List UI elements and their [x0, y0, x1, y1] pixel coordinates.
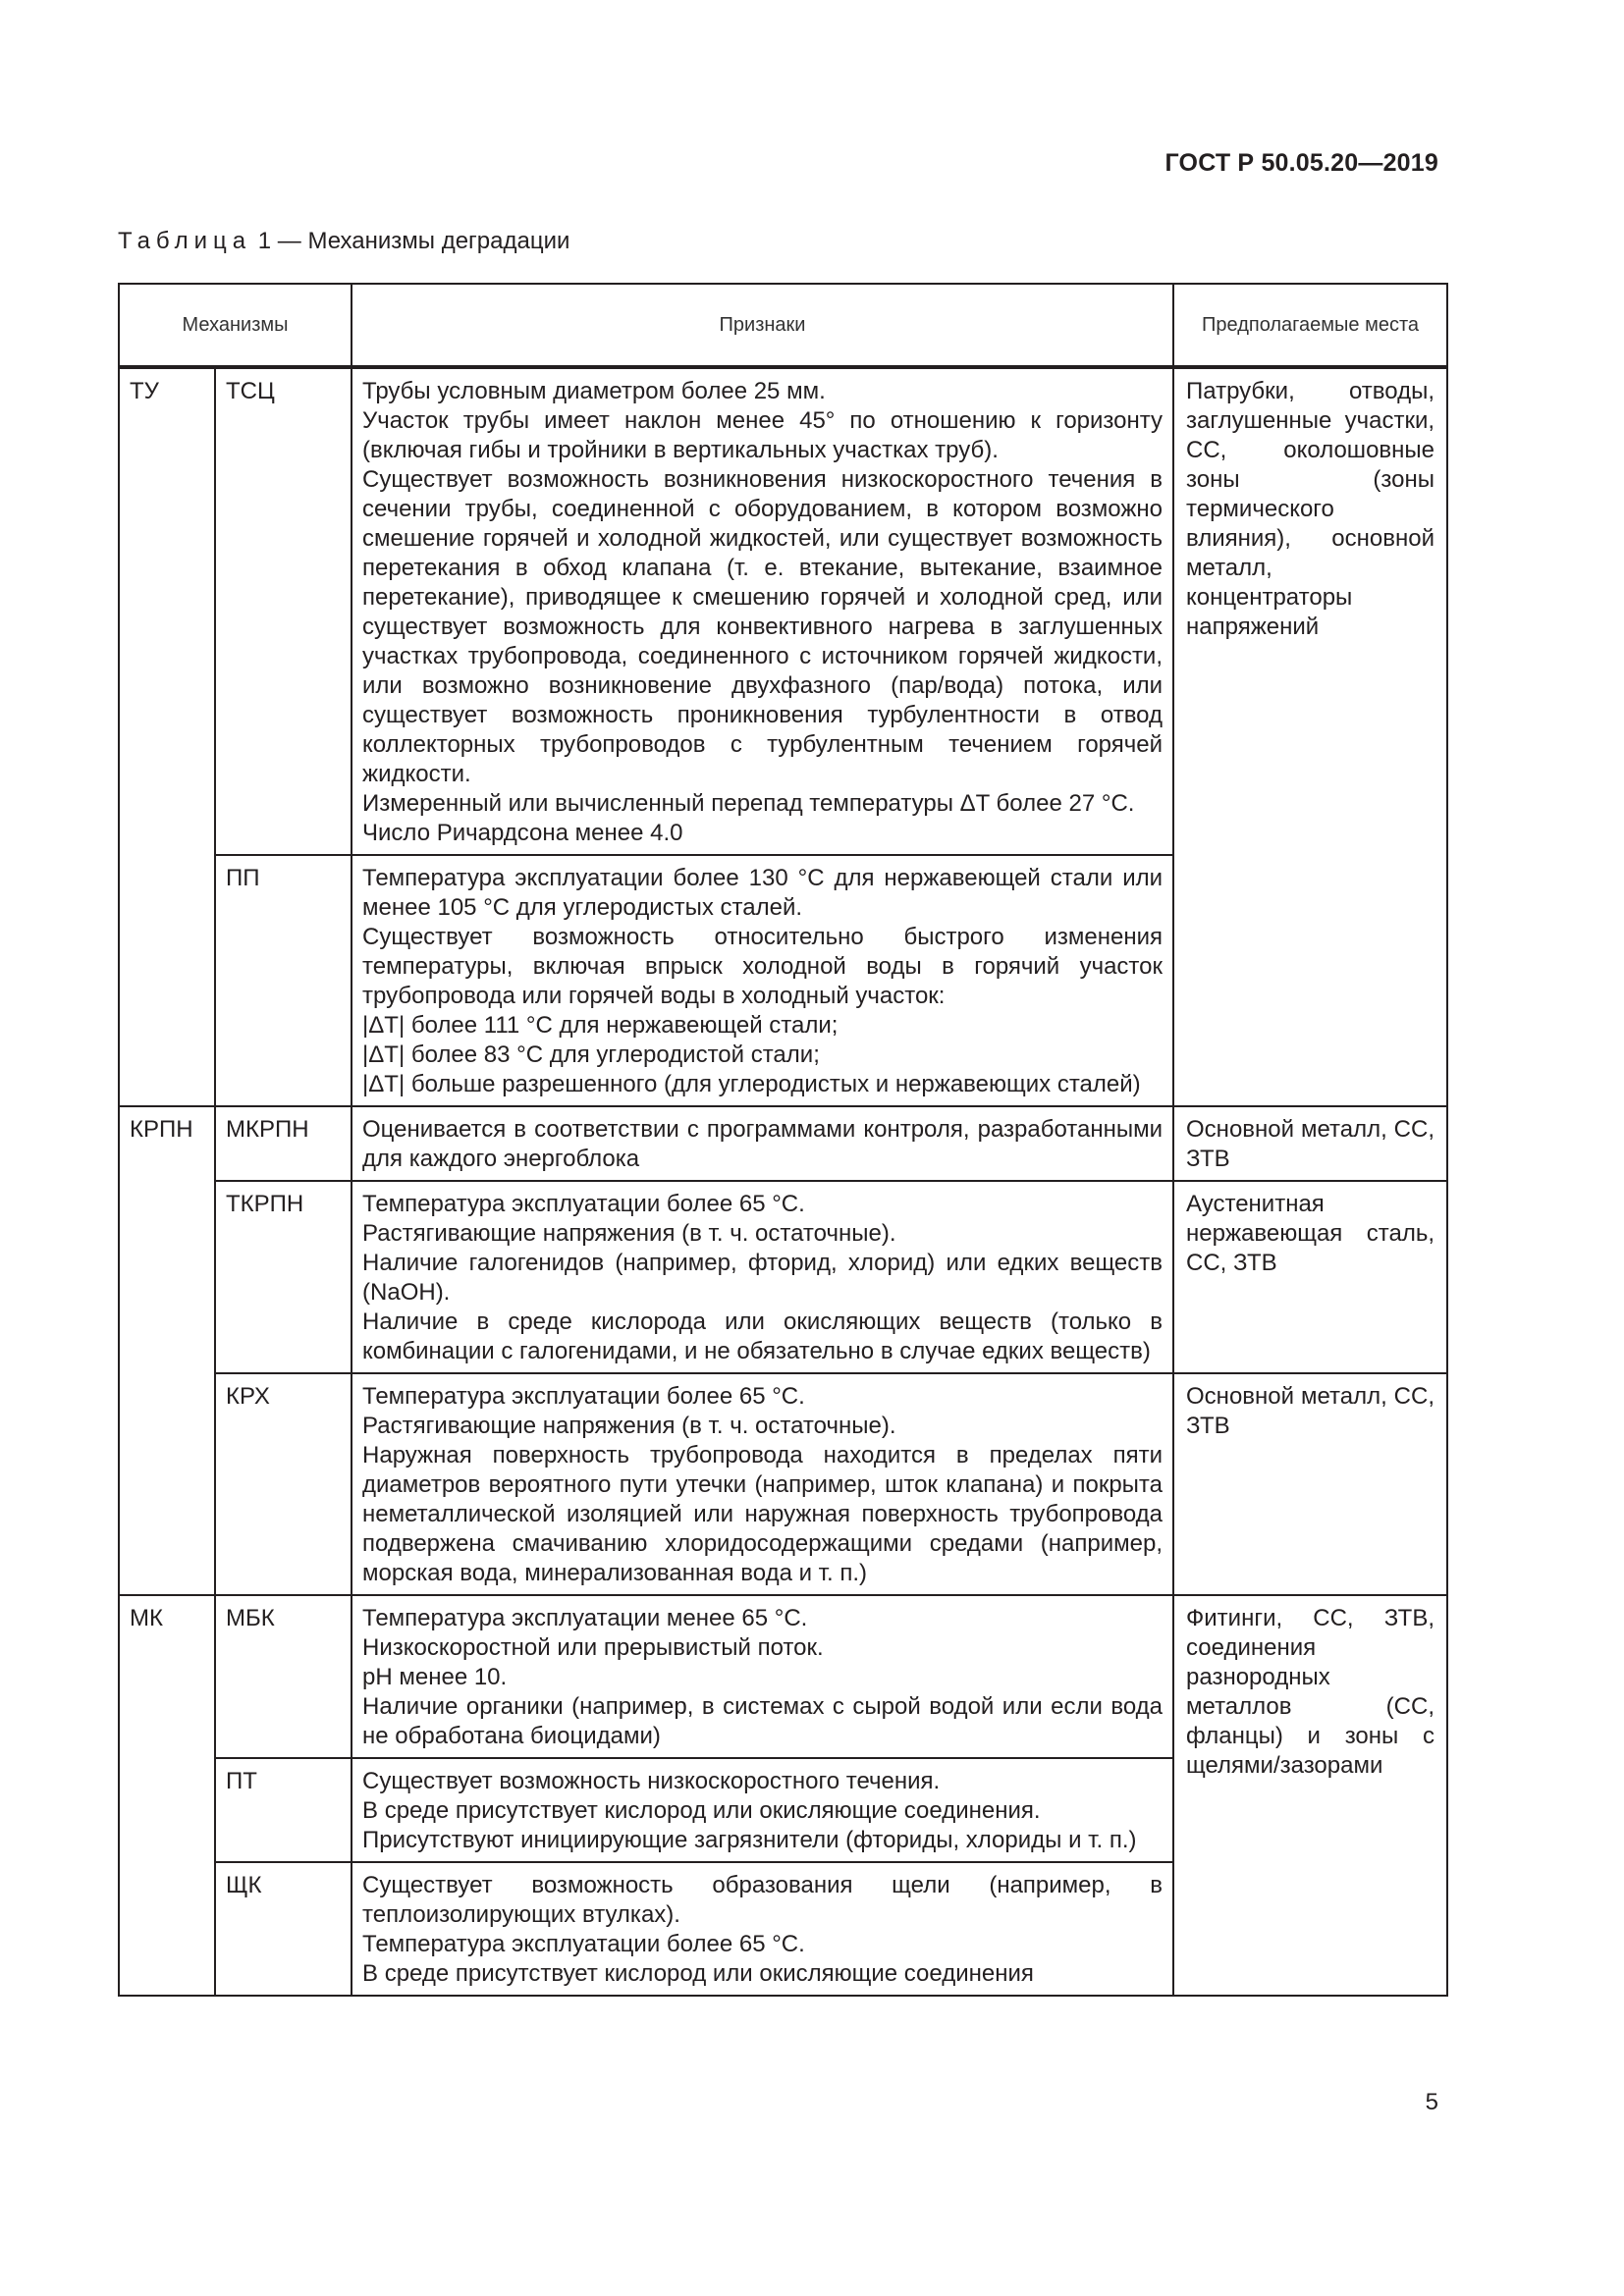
signs-cell — [352, 367, 1173, 855]
sub-mechanism: ПТ — [215, 1758, 352, 1862]
group-name-tu: ТУ — [119, 367, 215, 1106]
degradation-mechanisms-table — [118, 283, 1448, 1997]
places-cell: Фитинги, СС, ЗТВ, соединения разнородных металлов (СС, фланцы) и зоны с щелями/зазорами — [1173, 1595, 1447, 1996]
sign-line: Существует возможность относительно быстрого изменения температуры, включая впрыск холодной воды в горячий участок трубопровода или горячей воды в холодный участок: — [362, 924, 1164, 1009]
signs-cell — [352, 1373, 1173, 1595]
signs-cell — [352, 1595, 1173, 1758]
sub-mechanism: МКРПН — [215, 1106, 352, 1181]
sign-line: Температура эксплуатации более 65 °С. — [362, 1931, 805, 1957]
sub-mechanism: КРХ — [215, 1373, 352, 1595]
sign-line: Растягивающие напряжения (в т. ч. остаточные). — [362, 1220, 896, 1247]
table-row — [119, 367, 1447, 855]
sign-line: |ΔT| больше разрешенного (для углеродистых и нержавеющих сталей) — [362, 1071, 1141, 1097]
sign-line: Существует возможность возникновения низкоскоростного течения в сечении трубы, соединенной с оборудованием, в котором возможно смешение горячей и холодной жидкостей, или существует возможность перетекания в обход клапана (т. е. втекание, вытекание, взаимное перетекание), приводящее к смешению горячей и холодной сред, или существует возможность для конвективного нагрева в заглушенных участках трубопровода, соединенного с источником горячей жидкости, или возможно возникновение двухфазного (пар/вода) потока, или существует возможность проникновения турбулентности в отвод коллекторных трубопроводов с турбулентным течением горячей жидкости. — [362, 466, 1164, 787]
sub-mechanism: ЩК — [215, 1862, 352, 1996]
table-header-row — [119, 284, 1447, 367]
document-code: ГОСТ Р 50.05.20—2019 — [1164, 149, 1438, 177]
sub-mechanism: ПП — [215, 855, 352, 1106]
header-mechanisms: Механизмы — [119, 284, 352, 367]
sign-line: Оценивается в соответствии с программами контроля, разработанными для каждого энергоблока — [362, 1116, 1164, 1172]
header-places: Предполагаемые места — [1173, 284, 1447, 367]
table-caption — [118, 228, 569, 255]
sign-line: Наличие в среде кислорода или окисляющих веществ (только в комбинации с галогенидами, и не обязательно в случае едких веществ) — [362, 1308, 1164, 1364]
sign-line: Температура эксплуатации более 130 °С для нержавеющей стали или менее 105 °С для углеродистых сталей. — [362, 865, 1164, 921]
sign-line: Растягивающие напряжения (в т. ч. остаточные). — [362, 1413, 896, 1439]
places-cell: Патрубки, отводы, заглушенные участки, СС, околошовные зоны (зоны термического влияния), основной металл, концентраторы напряжений — [1173, 367, 1447, 1106]
table-row — [119, 1181, 1447, 1373]
sign-line: |ΔT| более 83 °С для углеродистой стали; — [362, 1041, 820, 1068]
group-name-krpn: КРПН — [119, 1106, 215, 1595]
table-caption-label: Таблица — [118, 228, 252, 254]
signs-cell — [352, 855, 1173, 1106]
table-row — [119, 1106, 1447, 1181]
sub-mechanism: МБК — [215, 1595, 352, 1758]
sign-line: Наружная поверхность трубопровода находится в пределах пяти диаметров вероятного пути утечки (например, шток клапана) и покрыта неметаллической изоляцией или наружная поверхность трубопровода подвержена смачиванию хлоридосодержащими средами (например, морская вода, минерализованная вода и т. п.) — [362, 1442, 1164, 1586]
signs-cell — [352, 1106, 1173, 1181]
places-cell: Аустенитная нержавеющая сталь, СС, ЗТВ — [1173, 1181, 1447, 1373]
sign-line: Измеренный или вычисленный перепад температуры ΔT более 27 °С. — [362, 790, 1135, 817]
sub-mechanism: ТСЦ — [215, 367, 352, 855]
signs-cell — [352, 1862, 1173, 1996]
sign-line: Наличие органики (например, в системах с сырой водой или если вода не обработана биоцидами) — [362, 1693, 1164, 1749]
sign-line: Существует возможность низкоскоростного течения. — [362, 1768, 941, 1794]
sign-line: В среде присутствует кислород или окисляющие соединения. — [362, 1797, 1041, 1824]
group-name-mk: МК — [119, 1595, 215, 1996]
sign-line: Температура эксплуатации более 65 °С. — [362, 1383, 805, 1410]
signs-cell — [352, 1758, 1173, 1862]
places-cell: Основной металл, СС, ЗТВ — [1173, 1373, 1447, 1595]
sign-line: Наличие галогенидов (например, фторид, хлорид) или едких веществ (NaOH). — [362, 1250, 1164, 1306]
sign-line: Низкоскоростной или прерывистый поток. — [362, 1634, 824, 1661]
sub-mechanism: ТКРПН — [215, 1181, 352, 1373]
sign-line: pH менее 10. — [362, 1664, 508, 1690]
signs-cell — [352, 1181, 1173, 1373]
sign-line: Трубы условным диаметром более 25 мм. — [362, 378, 826, 404]
sign-line: |ΔT| более 111 °С для нержавеющей стали; — [362, 1012, 839, 1039]
sign-line: Число Ричардсона менее 4.0 — [362, 820, 683, 846]
page-number: 5 — [1425, 2089, 1438, 2115]
sign-line: Участок трубы имеет наклон менее 45° по отношению к горизонту (включая гибы и тройники в вертикальных участках труб). — [362, 407, 1164, 463]
table-row — [119, 1373, 1447, 1595]
sign-line: Температура эксплуатации менее 65 °С. — [362, 1605, 808, 1631]
table-row — [119, 1595, 1447, 1758]
sign-line: В среде присутствует кислород или окисляющие соединения — [362, 1960, 1034, 1987]
sign-line: Существует возможность образования щели (например, в теплоизолирующих втулках). — [362, 1872, 1164, 1928]
sign-line: Присутствуют инициирующие загрязнители (фториды, хлориды и т. п.) — [362, 1827, 1137, 1853]
table-caption-title: 1 — Механизмы деградации — [251, 228, 570, 254]
sign-line: Температура эксплуатации более 65 °С. — [362, 1191, 805, 1217]
header-signs: Признаки — [352, 284, 1173, 367]
places-cell: Основной металл, СС, ЗТВ — [1173, 1106, 1447, 1181]
